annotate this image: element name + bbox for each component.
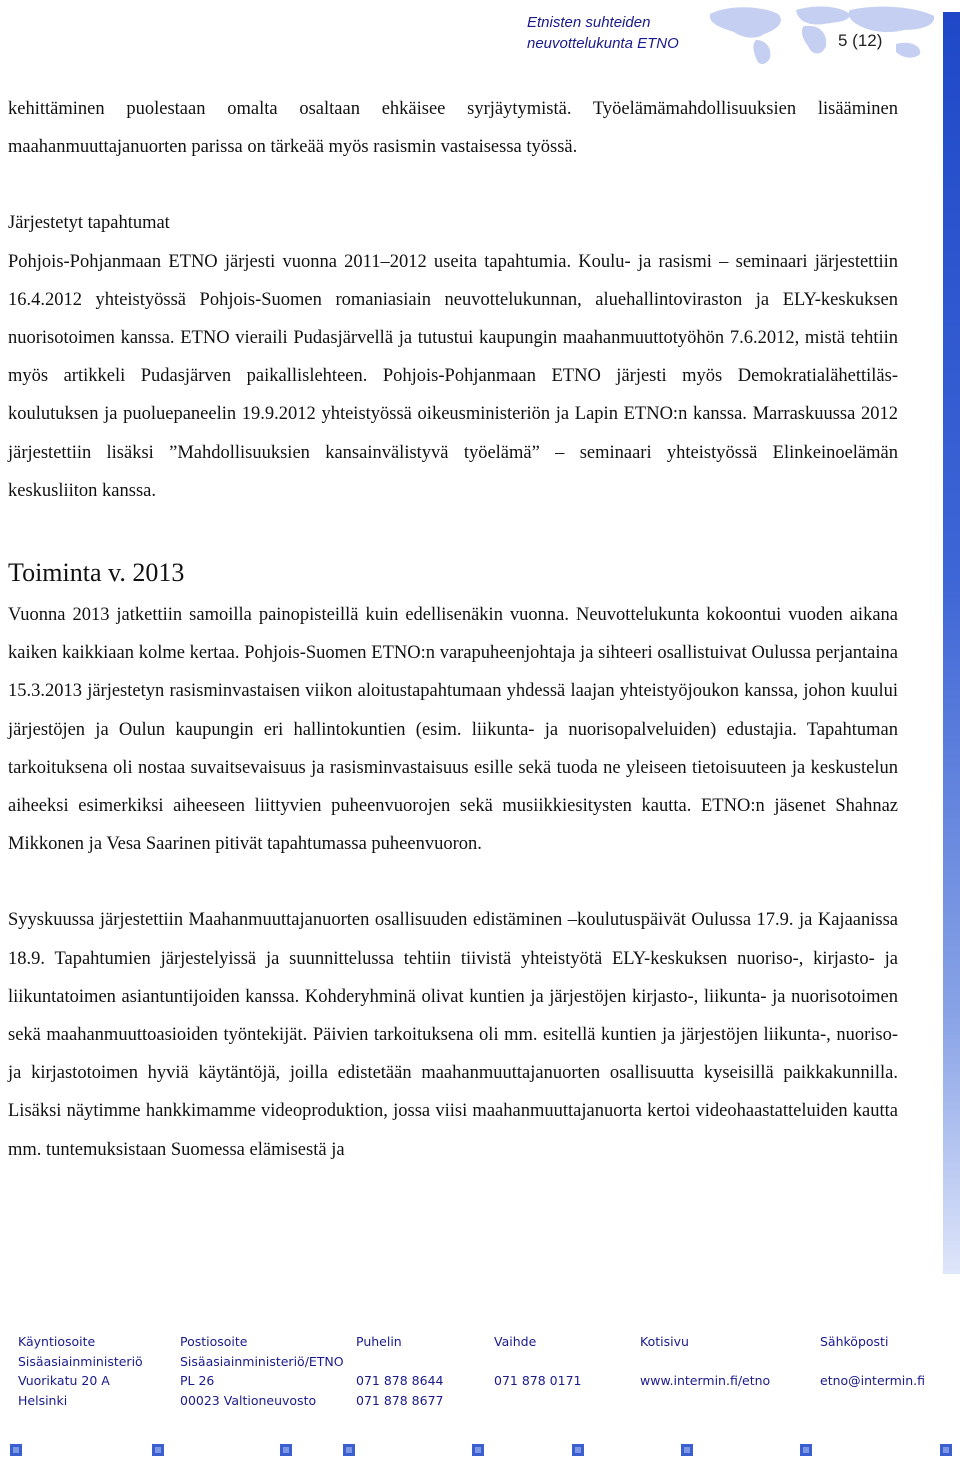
square-icon — [152, 1444, 164, 1456]
footer-line — [494, 1391, 581, 1411]
square-icon — [472, 1444, 484, 1456]
square-icon — [343, 1444, 355, 1456]
footer-link-homepage[interactable]: www.intermin.fi/etno — [640, 1373, 771, 1388]
footer-line — [640, 1391, 770, 1411]
square-icon — [681, 1444, 693, 1456]
paragraph-september: Syyskuussa järjestettiin Maahanmuuttajanuorten osallisuuden edistäminen –koulutuspäivät Oulussa 17.9. ja Kajaanissa 18.9. Tapahtumien järjestelyissä ja suunnittelussa tehtiin tiivistä yhteistyötä ELY-keskuksen nuoriso-, kirjasto- ja liikuntatoimen asiantuntijoiden kanssa. Kohderyhminä olivat kuntien ja järjestöjen kirjasto-, liikunta- ja nuorisotoimen sekä maahanmuuttoasioiden työntekijät. Päivien tarkoituksena oli mm. esitellä kuntien ja järjestöjen liikunta-, nuoriso- ja kirjastotoimen hyviä käytäntöjä, joilla edistetään maahanmuuttajanuorten osallisuutta kyseisillä paikkakunnilla. Lisäksi näytimme hankkimamme videoproduktion, jossa viisi maahanmuuttajanuorta kertoi videohaastatteluiden kautta mm. tuntemuksistaan Suomessa elämisestä ja — [8, 910, 898, 1160]
footer-heading: Vaihde — [494, 1334, 537, 1349]
paragraph-intro: kehittäminen puolestaan omalta osaltaan ehkäisee syrjäytymistä. Työelämämahdollisuuksien lisääminen maahanmuuttajanuorten parissa on tärkeää myös rasismin vastaisessa työssä. — [8, 99, 898, 158]
header-org-line1: Etnisten suhteiden — [527, 14, 651, 31]
world-map-icon — [700, 0, 945, 70]
footer-col-visit — [18, 1332, 143, 1410]
footer-col-switchboard — [494, 1332, 581, 1410]
page-number: 5 (12) — [838, 31, 883, 50]
footer-heading: Sähköposti — [820, 1334, 889, 1349]
square-icon — [280, 1444, 292, 1456]
footer-line — [356, 1352, 443, 1372]
footer-col-phone — [356, 1332, 443, 1410]
header-org-line2: neuvottelukunta ETNO — [527, 35, 679, 52]
footer-heading: Postiosoite — [180, 1334, 248, 1349]
document-body — [8, 90, 898, 1169]
footer-line — [820, 1352, 925, 1372]
square-icon — [800, 1444, 812, 1456]
decorative-side-bar — [943, 12, 960, 1274]
footer-col-post — [180, 1332, 344, 1410]
footer-link-email[interactable]: etno@intermin.fi — [820, 1373, 925, 1388]
footer-col-homepage — [640, 1332, 770, 1410]
paragraph-2013: Vuonna 2013 jatkettiin samoilla painopisteillä kuin edellisenäkin vuonna. Neuvottelukunta kokoontui vuoden aikana kaiken kaikkiaan kolme kertaa. Pohjois-Suomen ETNO:n varapuheenjohtaja ja sihteeri osallistuivat Oulussa perjantaina 15.3.2013 järjestetyn rasisminvastaisen viikon aloitustapahtumaan yhdessä laajan yhteistyöjoukon kanssa, johon kuului järjestöjen ja Oulun kaupungin eri hallintokuntien (esim. liikunta- ja nuorisopalveluiden) edustajia. Tapahtuman tarkoituksena oli nostaa suvaitsevaisuus ja rasisminvastaisuus esille sekä tuoda ne yleiseen tietoisuuteen ja keskustelun aiheeksi esimerkiksi aiheeseen liittyvien puheenvuorojen sekä musiikkiesitysten kautta. ETNO:n jäsenet Shahnaz Mikkonen ja Vesa Saarinen pitivät tapahtumassa puheenvuoron. — [8, 605, 898, 855]
footer-heading: Kotisivu — [640, 1334, 689, 1349]
footer-line: 00023 Valtioneuvosto — [180, 1392, 317, 1408]
footer-line: Helsinki — [18, 1392, 68, 1408]
square-icon — [572, 1444, 584, 1456]
footer-heading: Käyntiosoite — [18, 1334, 96, 1349]
footer-col-email — [820, 1332, 925, 1410]
section-heading-2013: Toiminta v. 2013 — [8, 558, 185, 588]
footer-line: Sisäasiainministeriö — [18, 1353, 143, 1369]
footer-line — [494, 1352, 581, 1372]
footer-line — [640, 1352, 770, 1372]
footer-heading: Puhelin — [356, 1334, 402, 1349]
square-icon — [10, 1444, 22, 1456]
footer-line — [820, 1391, 925, 1411]
footer-line: Sisäasiainministeriö/ETNO — [180, 1353, 344, 1369]
footer-line: 071 878 8644 — [356, 1373, 444, 1388]
paragraph-events: Pohjois-Pohjanmaan ETNO järjesti vuonna 2011–2012 useita tapahtumia. Koulu- ja rasismi – seminaari järjestettiin 16.4.2012 yhteistyössä Pohjois-Suomen romaniasiain neuvottelukunnan, aluehallintoviraston ja ELY-keskuksen nuorisotoimen kanssa. ETNO vieraili Pudasjärvellä ja tutustui kaupungin maahanmuuttotyöhön 7.6.2012, mistä tehtiin myös artikkeli Pudasjärven paikallislehteen. Pohjois-Pohjanmaan ETNO järjesti myös Demokratialähettiläs-koulutuksen ja puoluepaneelin 19.9.2012 yhteistyössä oikeusministeriön ja Lapin ETNO:n kanssa. Marraskuussa 2012 järjestettiin lisäksi ”Mahdollisuuksien kansainvälistyvä työelämä” – seminaari yhteistyössä Elinkeinoelämän keskusliiton kanssa. — [8, 251, 898, 501]
footer-line: Vuorikatu 20 A — [18, 1373, 110, 1388]
header-organization — [527, 12, 717, 54]
footer-line: 071 878 8677 — [356, 1392, 444, 1408]
footer-line: 071 878 0171 — [494, 1373, 582, 1388]
section-heading-events: Järjestetyt tapahtumat — [8, 213, 170, 234]
footer-line: PL 26 — [180, 1373, 215, 1388]
square-icon — [940, 1444, 952, 1456]
